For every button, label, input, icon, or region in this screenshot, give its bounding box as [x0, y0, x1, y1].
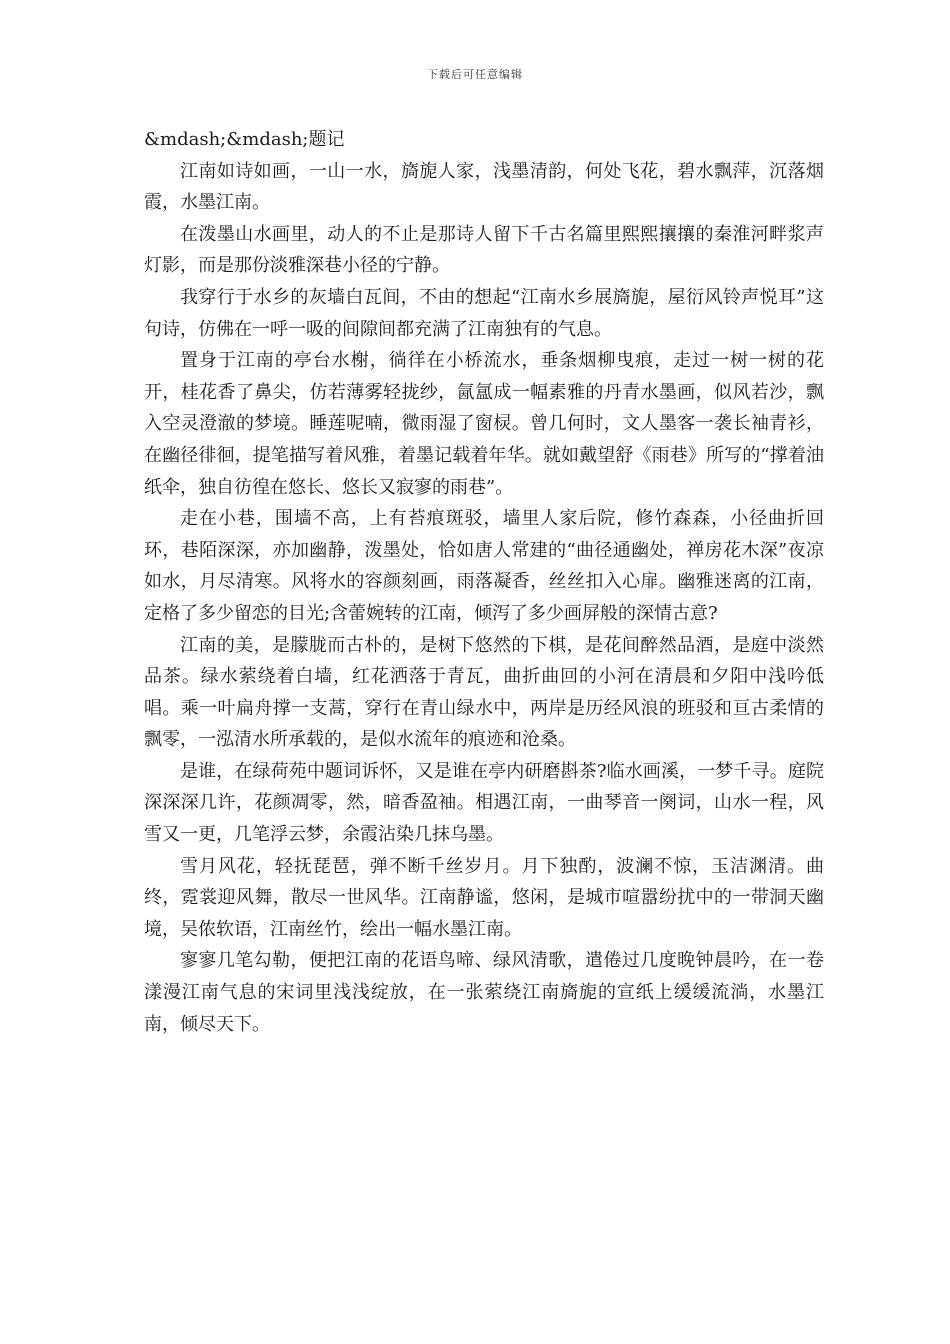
paragraph: 我穿行于水乡的灰墙白瓦间，不由的想起“江南水乡展旖旎，屋衍风铃声悦耳”这句诗，仿佛在一呼一吸的间隙间都充满了江南独有的气息。: [144, 286, 824, 340]
page-header: 下载后可任意编辑: [427, 68, 523, 81]
paragraph: 江南如诗如画，一山一水，旖旎人家，浅墨清韵，何处飞花，碧水飘萍，沉落烟霞，水墨江南。: [144, 160, 824, 214]
paragraph: 置身于江南的亭台水榭，徜徉在小桥流水，垂条烟柳曳痕，走过一树一树的花开，桂花香了鼻尖，仿若薄雾轻拢纱，氤氲成一幅素雅的丹青水墨画，似风若沙，飘入空灵澄澈的梦境。睡莲呢喃，微雨湿了窗棂。曾几何时，文人墨客一袭长袖青衫，在幽径徘徊，提笔描写着风雅，着墨记载着年华。就如戴望舒《雨巷》所写的“撑着油纸伞，独自彷徨在悠长、悠长又寂寥的雨巷”。: [144, 350, 824, 498]
paragraph: 江南的美，是朦胧而古朴的，是树下悠然的下棋，是花间醉然品酒，是庭中淡然品茶。绿水萦绕着白墙，红花洒落于青瓦，曲折曲回的小河在清晨和夕阳中浅吟低唱。乘一叶扁舟撑一支蒿，穿行在青山绿水中，两岸是历经风浪的班驳和亘古柔情的飘零，一泓清水所承载的，是似水流年的痕迹和沧桑。: [144, 634, 824, 751]
paragraph: 是谁，在绿荷苑中题词诉怀，又是谁在亭内研磨斟茶?临水画溪，一梦千寻。庭院深深深几许，花颜凋零，然，暗香盈袖。相遇江南，一曲琴音一阕词，山水一程，风雪又一更，几笔浮云梦，余霞沾染几抹乌墨。: [144, 760, 824, 846]
paragraph: 在泼墨山水画里，动人的不止是那诗人留下千古名篇里熙熙攘攘的秦淮河畔浆声灯影，而是那份淡雅深巷小径的宁静。: [144, 223, 824, 277]
paragraph: 寥寥几笔勾勒，便把江南的花语鸟啼、绿风清歌，遣倦过几度晚钟晨吟，在一卷漾漫江南气息的宋词里浅浅绽放，在一张萦绕江南旖旎的宣纸上缓缓流淌，水墨江南，倾尽天下。: [144, 950, 824, 1035]
paragraph: 雪月风花，轻抚琵琶，弹不断千丝岁月。月下独酌，波澜不惊，玉洁渊清。曲终，霓裳迎风舞，散尽一世风华。江南静谧，悠闲，是城市喧嚣纷扰中的一带洞天幽境，吴侬软语，江南丝竹，绘出一幅水墨江南。: [144, 855, 824, 940]
article-body: [144, 124, 824, 1040]
epigraph: &mdash;&mdash;题记: [144, 129, 345, 150]
paragraph: 走在小巷，围墙不高，上有苔痕斑驳，墙里人家后院，修竹森森，小径曲折回环，巷陌深深，亦加幽静，泼墨处，恰如唐人常建的“曲径通幽处，禅房花木深”夜凉如水，月尽清寒。风将水的容颜刻画，雨落凝香，丝丝扣入心扉。幽雅迷离的江南，定格了多少留恋的目光;含蕾婉转的江南，倾泻了多少画屏般的深情古意?: [144, 508, 824, 624]
